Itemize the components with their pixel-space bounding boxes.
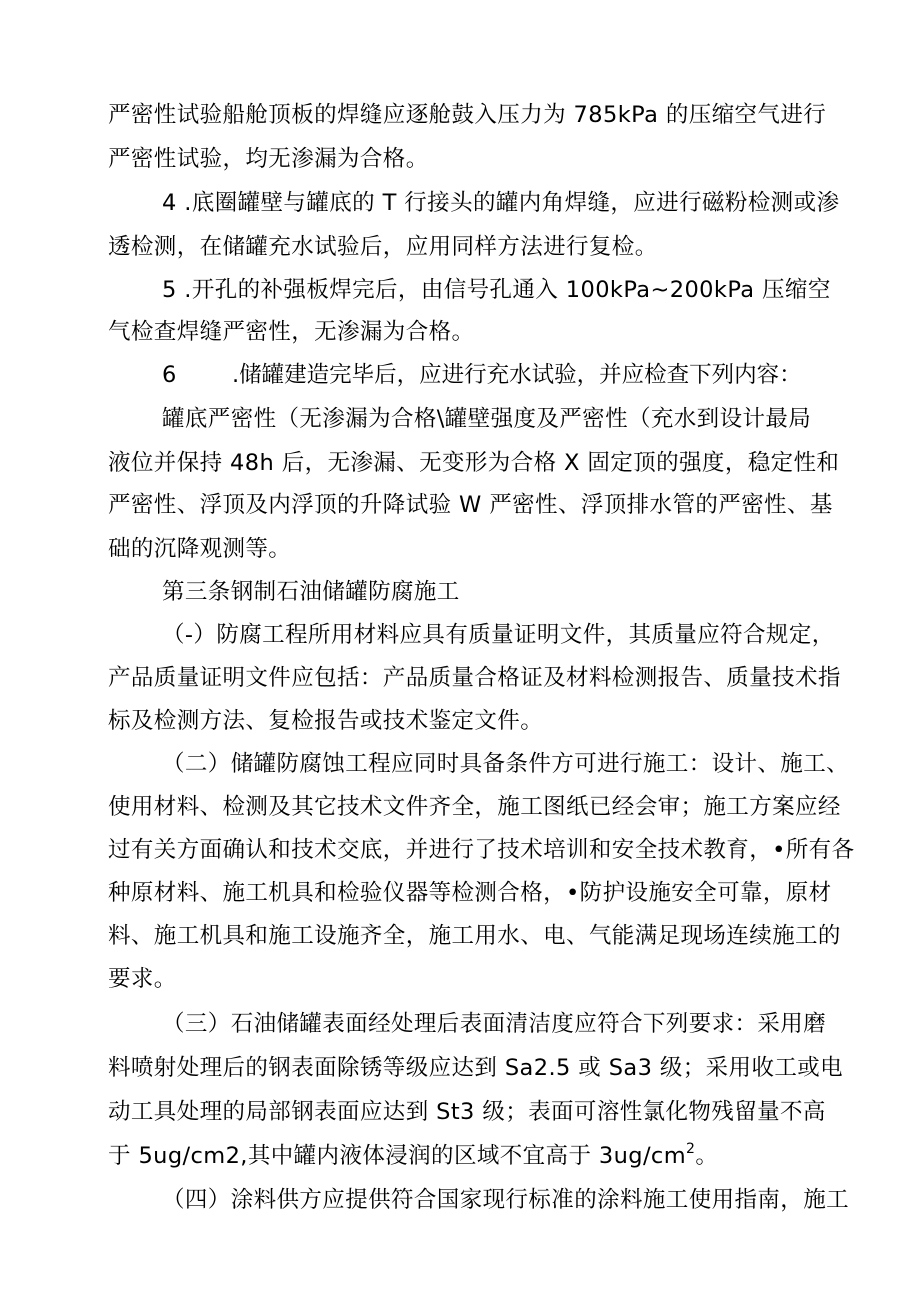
text-line-with-superscript [108,1141,718,1171]
text-line: 严密性试验，均无渗漏为合格。 [108,146,429,172]
text-line: 产品质量证明文件应包括：产品质量合格证及材料检测报告、质量技术指 [108,665,841,691]
text-line: 使用材料、检测及其它技术文件齐全，施工图纸已经会审；施工方案应经 [108,794,841,820]
text-line: 气检查焊缝严密性，无渗漏为合格。 [108,319,475,345]
text-line: 种原材料、施工机具和检验仪器等检测合格，•防护设施安全可靠，原材 [108,880,832,906]
line-text: 于 5ug∕cm2,其中罐内液体浸润的区域不宜高于 3ug∕cm [108,1143,687,1169]
text-line: .储罐建造完毕后，应进行充水试验，并应检查下列内容： [232,362,802,388]
text-line: 透检测，在储罐充水试验后，应用同样方法进行复检。 [108,234,658,260]
text-line: 严密性、浮顶及内浮顶的升降试验 W 严密性、浮顶排水管的严密性、基 [108,492,833,518]
text-line: 严密性试验船舱顶板的焊缝应逐舱鼓入压力为 785kPa 的压缩空气进行 [108,102,827,128]
text-line: 料、施工机具和施工设施齐全，施工用水、电、气能满足现场连续施工的 [108,923,841,949]
text-line: 液位并保持 48h 后，无渗漏、无变形为合格 X 固定顶的强度，稳定性和 [108,450,840,476]
text-line: （二）储罐防腐蚀工程应同时具备条件方可进行施工：设计、施工、 [162,751,850,777]
text-line: 础的沉降观测等。 [108,536,292,562]
superscript: 2 [686,1141,696,1157]
section-heading: 第三条钢制石油储罐防腐施工 [162,579,460,605]
text-line: 料喷射处理后的钢表面除锈等级应达到 Sa2.5 或 Sa3 级；采用收工或电 [108,1055,844,1081]
text-line: （四）涂料供方应提供符合国家现行标准的涂料施工使用指南，施工 [162,1187,850,1213]
item-number: 6 [162,362,177,388]
text-line: （三）石油储罐表面经处理后表面清洁度应符合下列要求：采用磨 [162,1011,827,1037]
text-line: 5 .开孔的补强板焊完后，由信号孔通入 100kPa~200kPa 压缩空 [162,277,831,303]
text-line: 动工具处理的局部钢表面应达到 St3 级；表面可溶性氯化物残留量不高 [108,1099,826,1125]
line-end: 。 [695,1143,719,1169]
text-line: 过有关方面确认和技术交底，并进行了技术培训和安全技术教育，•所有各 [108,837,855,863]
text-line: 罐底严密性（无渗漏为合格\罐壁强度及严密性（充水到设计最局 [162,406,812,432]
text-line: 4 .底圈罐壁与罐底的 T 行接头的罐内角焊缝，应进行磁粉检测或渗 [162,190,840,216]
text-line: （-）防腐工程所用材料应具有质量证明文件，其质量应符合规定， [162,622,835,648]
text-line: 要求。 [108,966,177,992]
text-line: 标及检测方法、复检报告或技术鉴定文件。 [108,708,544,734]
